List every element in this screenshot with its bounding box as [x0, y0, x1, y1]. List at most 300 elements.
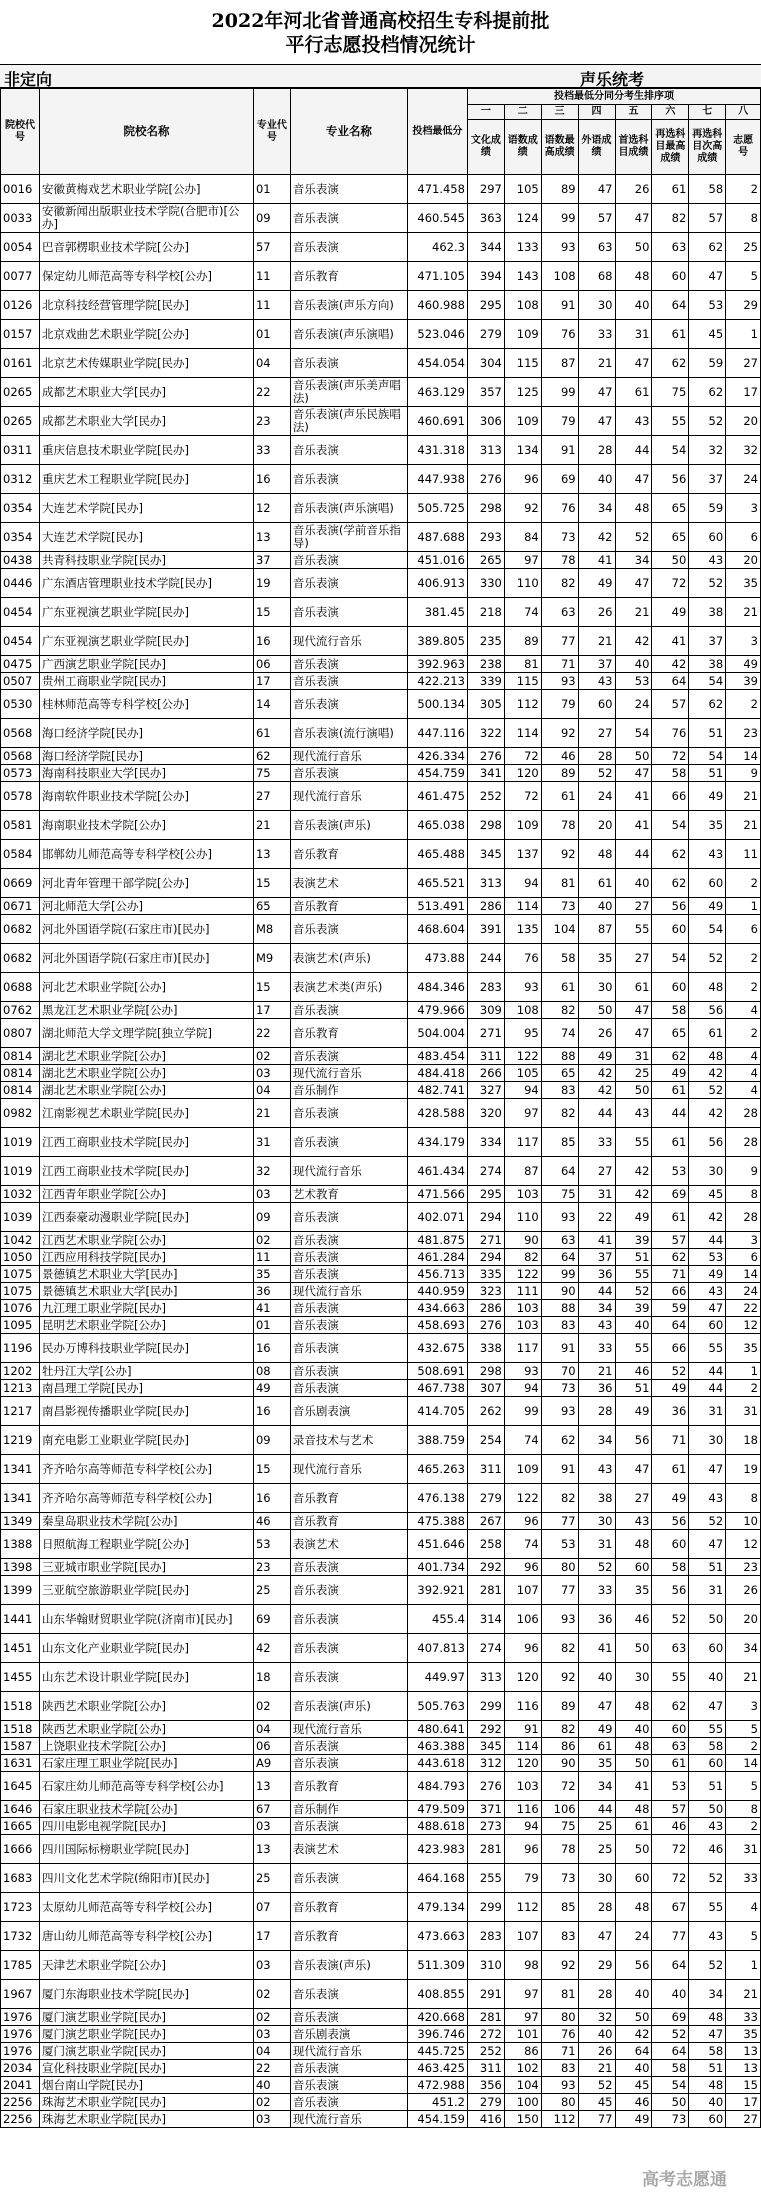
- table-row: [1, 1065, 761, 1082]
- cell-major-code: 41: [253, 1300, 290, 1317]
- cell-foreign-lang-score: 43: [578, 673, 615, 690]
- table-row: [1, 782, 761, 811]
- cell-second-subject-max: 82: [652, 204, 689, 233]
- cell-major-code: 11: [253, 1249, 290, 1266]
- cell-culture-score: 311: [467, 1455, 504, 1484]
- cell-major-name: 音乐表演: [290, 175, 407, 204]
- cell-second-subject-max: 56: [652, 898, 689, 915]
- cell-chinese-math-score: 137: [504, 840, 541, 869]
- cell-school-code: 1050: [1, 1249, 40, 1266]
- cell-school-code: 0077: [1, 262, 40, 291]
- cell-chinese-math-score: 125: [504, 378, 541, 407]
- cell-major-code: 16: [253, 1397, 290, 1426]
- cell-preference-no: 23: [726, 719, 761, 748]
- cell-school-code: 0438: [1, 552, 40, 569]
- cell-major-code: 02: [253, 1980, 290, 2009]
- cell-second-subject-next: 52: [689, 1951, 726, 1980]
- cell-min-score: 488.618: [407, 1818, 467, 1835]
- cell-school-code: 0161: [1, 349, 40, 378]
- cell-preference-no: 4: [726, 1893, 761, 1922]
- table-row: [1, 1721, 761, 1738]
- cell-chinese-math-max: 93: [541, 2077, 578, 2094]
- cell-min-score: 461.434: [407, 1157, 467, 1186]
- cell-first-subject-score: 44: [615, 436, 652, 465]
- cell-preference-no: 35: [726, 1334, 761, 1363]
- cell-second-subject-next: 51: [689, 2060, 726, 2077]
- cell-major-name: 音乐表演: [290, 1663, 407, 1692]
- cell-school-name: 厦门东海职业技术学院[民办]: [40, 1980, 254, 2009]
- cell-min-score: 451.016: [407, 552, 467, 569]
- cell-culture-score: 299: [467, 1692, 504, 1721]
- cell-school-code: 1019: [1, 1128, 40, 1157]
- cell-preference-no: 2: [726, 175, 761, 204]
- cell-chinese-math-score: 114: [504, 719, 541, 748]
- cell-second-subject-max: 72: [652, 748, 689, 765]
- cell-culture-score: 341: [467, 765, 504, 782]
- cell-chinese-math-score: 93: [504, 1363, 541, 1380]
- cell-chinese-math-score: 116: [504, 1801, 541, 1818]
- cell-school-code: 1451: [1, 1634, 40, 1663]
- cell-culture-score: 322: [467, 719, 504, 748]
- cell-culture-score: 283: [467, 1922, 504, 1951]
- table-row: [1, 233, 761, 262]
- cell-school-name: 北京艺术传媒职业学院[民办]: [40, 349, 254, 378]
- cell-second-subject-next: 47: [689, 262, 726, 291]
- header-order-8: 八: [726, 105, 761, 120]
- cell-culture-score: 356: [467, 2077, 504, 2094]
- cell-min-score: 487.688: [407, 523, 467, 552]
- cell-second-subject-next: 47: [689, 1300, 726, 1317]
- cell-culture-score: 334: [467, 1128, 504, 1157]
- cell-chinese-math-max: 90: [541, 1755, 578, 1772]
- cell-min-score: 473.663: [407, 1922, 467, 1951]
- cell-major-code: 02: [253, 2009, 290, 2026]
- cell-major-code: 40: [253, 2077, 290, 2094]
- table-row: [1, 1922, 761, 1951]
- cell-culture-score: 306: [467, 407, 504, 436]
- cell-chinese-math-max: 74: [541, 1019, 578, 1048]
- cell-second-subject-max: 67: [652, 1893, 689, 1922]
- cell-min-score: 392.921: [407, 1576, 467, 1605]
- cell-preference-no: 12: [726, 1317, 761, 1334]
- cell-preference-no: 27: [726, 349, 761, 378]
- cell-culture-score: 295: [467, 1186, 504, 1203]
- cell-second-subject-max: 53: [652, 1772, 689, 1801]
- cell-culture-score: 344: [467, 233, 504, 262]
- cell-preference-no: 35: [726, 2026, 761, 2043]
- cell-first-subject-score: 50: [615, 748, 652, 765]
- cell-school-code: 1213: [1, 1380, 40, 1397]
- cell-first-subject-score: 40: [615, 869, 652, 898]
- cell-foreign-lang-score: 68: [578, 262, 615, 291]
- cell-first-subject-score: 61: [615, 973, 652, 1002]
- cell-major-code: 67: [253, 1801, 290, 1818]
- table-row: [1, 1099, 761, 1128]
- cell-culture-score: 286: [467, 1300, 504, 1317]
- cell-second-subject-next: 58: [689, 175, 726, 204]
- cell-school-code: 1587: [1, 1738, 40, 1755]
- cell-major-code: 02: [253, 1048, 290, 1065]
- cell-major-code: 31: [253, 1128, 290, 1157]
- cell-min-score: 443.618: [407, 1755, 467, 1772]
- cell-preference-no: 8: [726, 204, 761, 233]
- cell-second-subject-next: 55: [689, 1893, 726, 1922]
- cell-min-score: 484.418: [407, 1065, 467, 1082]
- cell-second-subject-max: 62: [652, 1692, 689, 1721]
- cell-first-subject-score: 27: [615, 1484, 652, 1513]
- cell-major-code: 13: [253, 1772, 290, 1801]
- cell-school-code: 1631: [1, 1755, 40, 1772]
- cell-preference-no: 25: [726, 233, 761, 262]
- cell-second-subject-max: 58: [652, 1559, 689, 1576]
- cell-min-score: 471.458: [407, 175, 467, 204]
- cell-major-code: 16: [253, 627, 290, 656]
- cell-min-score: 461.475: [407, 782, 467, 811]
- cell-preference-no: 1: [726, 1951, 761, 1980]
- admission-table: [0, 88, 761, 2128]
- cell-school-code: 1441: [1, 1605, 40, 1634]
- cell-chinese-math-max: 73: [541, 1380, 578, 1397]
- cell-major-code: 61: [253, 719, 290, 748]
- cell-first-subject-score: 40: [615, 1317, 652, 1334]
- cell-major-code: 15: [253, 973, 290, 1002]
- cell-first-subject-score: 44: [615, 840, 652, 869]
- cell-min-score: 465.263: [407, 1455, 467, 1484]
- cell-major-code: 13: [253, 523, 290, 552]
- header-school-name: 院校名称: [40, 89, 254, 175]
- cell-second-subject-max: 57: [652, 1232, 689, 1249]
- cell-major-name: 音乐表演: [290, 765, 407, 782]
- cell-preference-no: 8: [726, 1186, 761, 1203]
- cell-school-name: 广东酒店管理职业技术学院[民办]: [40, 569, 254, 598]
- cell-min-score: 447.938: [407, 465, 467, 494]
- cell-culture-score: 276: [467, 465, 504, 494]
- cell-second-subject-next: 49: [689, 1266, 726, 1283]
- cell-min-score: 464.168: [407, 1864, 467, 1893]
- cell-major-code: 04: [253, 1721, 290, 1738]
- header-major-name: 专业名称: [290, 89, 407, 175]
- cell-school-code: 0814: [1, 1048, 40, 1065]
- cell-second-subject-next: 57: [689, 204, 726, 233]
- cell-preference-no: 28: [726, 1128, 761, 1157]
- cell-chinese-math-score: 114: [504, 1738, 541, 1755]
- table-row: [1, 1300, 761, 1317]
- header-major-code: 专业代号: [253, 89, 290, 175]
- cell-foreign-lang-score: 61: [578, 1738, 615, 1755]
- cell-major-name: 音乐表演: [290, 204, 407, 233]
- cell-chinese-math-max: 83: [541, 1317, 578, 1334]
- table-row: [1, 1397, 761, 1426]
- cell-second-subject-max: 62: [652, 840, 689, 869]
- table-row: [1, 811, 761, 840]
- cell-min-score: 500.134: [407, 690, 467, 719]
- cell-min-score: 454.759: [407, 765, 467, 782]
- cell-second-subject-max: 64: [652, 2043, 689, 2060]
- cell-chinese-math-score: 105: [504, 175, 541, 204]
- watermark: 高考志愿通: [642, 2170, 727, 2190]
- cell-second-subject-max: 59: [652, 1300, 689, 1317]
- cell-culture-score: 298: [467, 1363, 504, 1380]
- cell-chinese-math-max: 76: [541, 494, 578, 523]
- cell-second-subject-next: 48: [689, 2077, 726, 2094]
- cell-school-name: 江西工商职业技术学院[民办]: [40, 1157, 254, 1186]
- cell-second-subject-max: 50: [652, 552, 689, 569]
- cell-preference-no: 18: [726, 1426, 761, 1455]
- cell-chinese-math-max: 77: [541, 1576, 578, 1605]
- cell-school-name: 黑龙江艺术职业学院[公办]: [40, 1002, 254, 1019]
- cell-chinese-math-score: 87: [504, 1157, 541, 1186]
- cell-school-code: 0265: [1, 378, 40, 407]
- cell-second-subject-next: 52: [689, 944, 726, 973]
- cell-major-code: 25: [253, 1576, 290, 1605]
- cell-preference-no: 2: [726, 1019, 761, 1048]
- cell-preference-no: 28: [726, 1203, 761, 1232]
- cell-chinese-math-max: 73: [541, 898, 578, 915]
- cell-major-name: 艺术教育: [290, 1186, 407, 1203]
- cell-foreign-lang-score: 52: [578, 765, 615, 782]
- cell-chinese-math-max: 75: [541, 1186, 578, 1203]
- cell-culture-score: 266: [467, 1065, 504, 1082]
- cell-culture-score: 293: [467, 523, 504, 552]
- cell-major-name: 音乐表演: [290, 598, 407, 627]
- cell-culture-score: 298: [467, 811, 504, 840]
- cell-second-subject-next: 59: [689, 494, 726, 523]
- cell-first-subject-score: 46: [615, 1605, 652, 1634]
- cell-preference-no: 35: [726, 569, 761, 598]
- cell-major-code: 53: [253, 1530, 290, 1559]
- cell-major-code: 36: [253, 1283, 290, 1300]
- cell-foreign-lang-score: 30: [578, 291, 615, 320]
- cell-foreign-lang-score: 36: [578, 1380, 615, 1397]
- cell-school-code: 1785: [1, 1951, 40, 1980]
- cell-first-subject-score: 42: [615, 1157, 652, 1186]
- cell-major-name: 音乐表演(声乐演唱): [290, 494, 407, 523]
- cell-preference-no: 20: [726, 552, 761, 569]
- cell-school-name: 巴音郭楞职业技术学院[公办]: [40, 233, 254, 262]
- cell-preference-no: 32: [726, 436, 761, 465]
- cell-foreign-lang-score: 41: [578, 1232, 615, 1249]
- cell-chinese-math-score: 72: [504, 782, 541, 811]
- cell-second-subject-max: 56: [652, 465, 689, 494]
- cell-foreign-lang-score: 40: [578, 465, 615, 494]
- cell-school-code: 1075: [1, 1266, 40, 1283]
- cell-major-name: 音乐表演: [290, 2077, 407, 2094]
- cell-first-subject-score: 39: [615, 1232, 652, 1249]
- cell-preference-no: 15: [726, 2077, 761, 2094]
- cell-preference-no: 2: [726, 1818, 761, 1835]
- cell-second-subject-max: 58: [652, 1002, 689, 1019]
- cell-second-subject-next: 60: [689, 1634, 726, 1663]
- cell-school-name: 景德镇艺术职业大学[民办]: [40, 1283, 254, 1300]
- cell-major-name: 音乐表演: [290, 569, 407, 598]
- cell-chinese-math-score: 102: [504, 2060, 541, 2077]
- cell-min-score: 423.983: [407, 1835, 467, 1864]
- cell-chinese-math-max: 73: [541, 1864, 578, 1893]
- cell-second-subject-max: 65: [652, 1019, 689, 1048]
- cell-second-subject-next: 52: [689, 1513, 726, 1530]
- table-row: [1, 1249, 761, 1266]
- cell-chinese-math-score: 110: [504, 1203, 541, 1232]
- cell-major-name: 音乐表演: [290, 1755, 407, 1772]
- cell-foreign-lang-score: 47: [578, 1922, 615, 1951]
- cell-school-name: 江西应用科技学院[民办]: [40, 1249, 254, 1266]
- table-row: [1, 320, 761, 349]
- cell-second-subject-next: 43: [689, 1818, 726, 1835]
- cell-chinese-math-max: 63: [541, 598, 578, 627]
- cell-chinese-math-max: 92: [541, 1663, 578, 1692]
- cell-school-name: 珠海艺术职业学院[民办]: [40, 2111, 254, 2128]
- cell-second-subject-next: 52: [689, 407, 726, 436]
- cell-school-name: 海口经济学院[民办]: [40, 748, 254, 765]
- cell-preference-no: 14: [726, 1755, 761, 1772]
- cell-foreign-lang-score: 33: [578, 1128, 615, 1157]
- cell-school-name: 湖北艺术职业学院[公办]: [40, 1048, 254, 1065]
- cell-school-name: 江西工商职业技术学院[民办]: [40, 1128, 254, 1157]
- cell-school-name: 山东文化产业职业学院[民办]: [40, 1634, 254, 1663]
- cell-school-name: 秦皇岛职业技术学院[公办]: [40, 1513, 254, 1530]
- cell-second-subject-max: 54: [652, 436, 689, 465]
- cell-second-subject-max: 40: [652, 1980, 689, 2009]
- cell-preference-no: 5: [726, 1721, 761, 1738]
- cell-second-subject-max: 46: [652, 1818, 689, 1835]
- cell-school-name: 四川电影电视学院[民办]: [40, 1818, 254, 1835]
- table-row: [1, 1530, 761, 1559]
- cell-major-name: 音乐表演: [290, 1249, 407, 1266]
- cell-min-score: 401.734: [407, 1559, 467, 1576]
- header-item-3: 语数最高成绩: [541, 120, 578, 175]
- cell-school-code: 0682: [1, 944, 40, 973]
- cell-foreign-lang-score: 35: [578, 944, 615, 973]
- cell-min-score: 432.675: [407, 1334, 467, 1363]
- cell-major-name: 音乐教育: [290, 1922, 407, 1951]
- cell-foreign-lang-score: 34: [578, 1426, 615, 1455]
- cell-second-subject-next: 54: [689, 748, 726, 765]
- cell-foreign-lang-score: 52: [578, 1559, 615, 1576]
- cell-major-code: 03: [253, 2111, 290, 2128]
- cell-foreign-lang-score: 61: [578, 869, 615, 898]
- cell-first-subject-score: 50: [615, 2009, 652, 2026]
- cell-preference-no: 19: [726, 1455, 761, 1484]
- cell-chinese-math-max: 76: [541, 2026, 578, 2043]
- cell-foreign-lang-score: 26: [578, 598, 615, 627]
- cell-foreign-lang-score: 49: [578, 1721, 615, 1738]
- cell-culture-score: 265: [467, 552, 504, 569]
- cell-first-subject-score: 31: [615, 320, 652, 349]
- cell-culture-score: 252: [467, 782, 504, 811]
- cell-min-score: 476.138: [407, 1484, 467, 1513]
- cell-preference-no: 24: [726, 465, 761, 494]
- cell-culture-score: 307: [467, 1380, 504, 1397]
- cell-chinese-math-max: 82: [541, 1484, 578, 1513]
- cell-major-name: 音乐表演: [290, 1738, 407, 1755]
- cell-chinese-math-score: 96: [504, 1513, 541, 1530]
- cell-second-subject-max: 60: [652, 1530, 689, 1559]
- cell-min-score: 440.959: [407, 1283, 467, 1300]
- cell-first-subject-score: 50: [615, 1835, 652, 1864]
- cell-min-score: 392.963: [407, 656, 467, 673]
- section-label-orientation: 非定向: [4, 70, 53, 89]
- cell-culture-score: 273: [467, 1818, 504, 1835]
- cell-min-score: 458.693: [407, 1317, 467, 1334]
- cell-school-code: 1646: [1, 1801, 40, 1818]
- table-row: [1, 2043, 761, 2060]
- cell-school-code: 0682: [1, 915, 40, 944]
- cell-first-subject-score: 42: [615, 627, 652, 656]
- cell-second-subject-next: 42: [689, 1099, 726, 1128]
- cell-school-name: 山东华翰财贸职业学院(济南市)[民办]: [40, 1605, 254, 1634]
- cell-first-subject-score: 50: [615, 1634, 652, 1663]
- cell-major-code: 16: [253, 1484, 290, 1513]
- cell-culture-score: 292: [467, 1721, 504, 1738]
- cell-foreign-lang-score: 47: [578, 407, 615, 436]
- cell-chinese-math-score: 100: [504, 2094, 541, 2111]
- cell-preference-no: 9: [726, 765, 761, 782]
- cell-school-name: 太原幼儿师范高等专科学校[公办]: [40, 1893, 254, 1922]
- cell-school-code: 0016: [1, 175, 40, 204]
- cell-foreign-lang-score: 41: [578, 1634, 615, 1663]
- cell-major-name: 音乐表演: [290, 1048, 407, 1065]
- cell-first-subject-score: 61: [615, 1818, 652, 1835]
- cell-preference-no: 24: [726, 1283, 761, 1300]
- cell-second-subject-max: 65: [652, 523, 689, 552]
- cell-first-subject-score: 50: [615, 1755, 652, 1772]
- cell-second-subject-next: 48: [689, 2009, 726, 2026]
- cell-foreign-lang-score: 47: [578, 1692, 615, 1721]
- cell-chinese-math-max: 93: [541, 1397, 578, 1426]
- cell-second-subject-max: 52: [652, 1363, 689, 1380]
- cell-school-code: 1976: [1, 2026, 40, 2043]
- cell-school-name: 江西艺术职业学院[公办]: [40, 1232, 254, 1249]
- cell-school-code: 0688: [1, 973, 40, 1002]
- cell-first-subject-score: 48: [615, 262, 652, 291]
- cell-first-subject-score: 61: [615, 378, 652, 407]
- cell-first-subject-score: 47: [615, 204, 652, 233]
- cell-school-name: 贵州工商职业学院[民办]: [40, 673, 254, 690]
- cell-chinese-math-score: 109: [504, 1455, 541, 1484]
- cell-second-subject-max: 54: [652, 2077, 689, 2094]
- cell-culture-score: 291: [467, 1980, 504, 2009]
- header-item-6: 再选科目最高成绩: [652, 120, 689, 175]
- cell-second-subject-next: 60: [689, 869, 726, 898]
- cell-chinese-math-score: 82: [504, 1249, 541, 1266]
- cell-second-subject-max: 49: [652, 1484, 689, 1513]
- cell-min-score: 467.738: [407, 1380, 467, 1397]
- cell-second-subject-max: 61: [652, 1082, 689, 1099]
- cell-first-subject-score: 48: [615, 1692, 652, 1721]
- cell-preference-no: 33: [726, 2009, 761, 2026]
- cell-preference-no: 26: [726, 1576, 761, 1605]
- cell-chinese-math-score: 91: [504, 1721, 541, 1738]
- cell-second-subject-max: 60: [652, 973, 689, 1002]
- table-row: [1, 1317, 761, 1334]
- cell-second-subject-next: 50: [689, 1801, 726, 1818]
- cell-foreign-lang-score: 26: [578, 2043, 615, 2060]
- cell-min-score: 481.875: [407, 1232, 467, 1249]
- cell-school-code: 1217: [1, 1397, 40, 1426]
- table-row: [1, 291, 761, 320]
- cell-min-score: 454.054: [407, 349, 467, 378]
- cell-second-subject-next: 38: [689, 598, 726, 627]
- cell-school-code: 0814: [1, 1065, 40, 1082]
- cell-chinese-math-max: 82: [541, 1099, 578, 1128]
- cell-foreign-lang-score: 28: [578, 1893, 615, 1922]
- cell-school-code: 0669: [1, 869, 40, 898]
- table-row: [1, 1380, 761, 1397]
- cell-first-subject-score: 43: [615, 1099, 652, 1128]
- cell-min-score: 406.913: [407, 569, 467, 598]
- table-row: [1, 1455, 761, 1484]
- cell-school-code: 0584: [1, 840, 40, 869]
